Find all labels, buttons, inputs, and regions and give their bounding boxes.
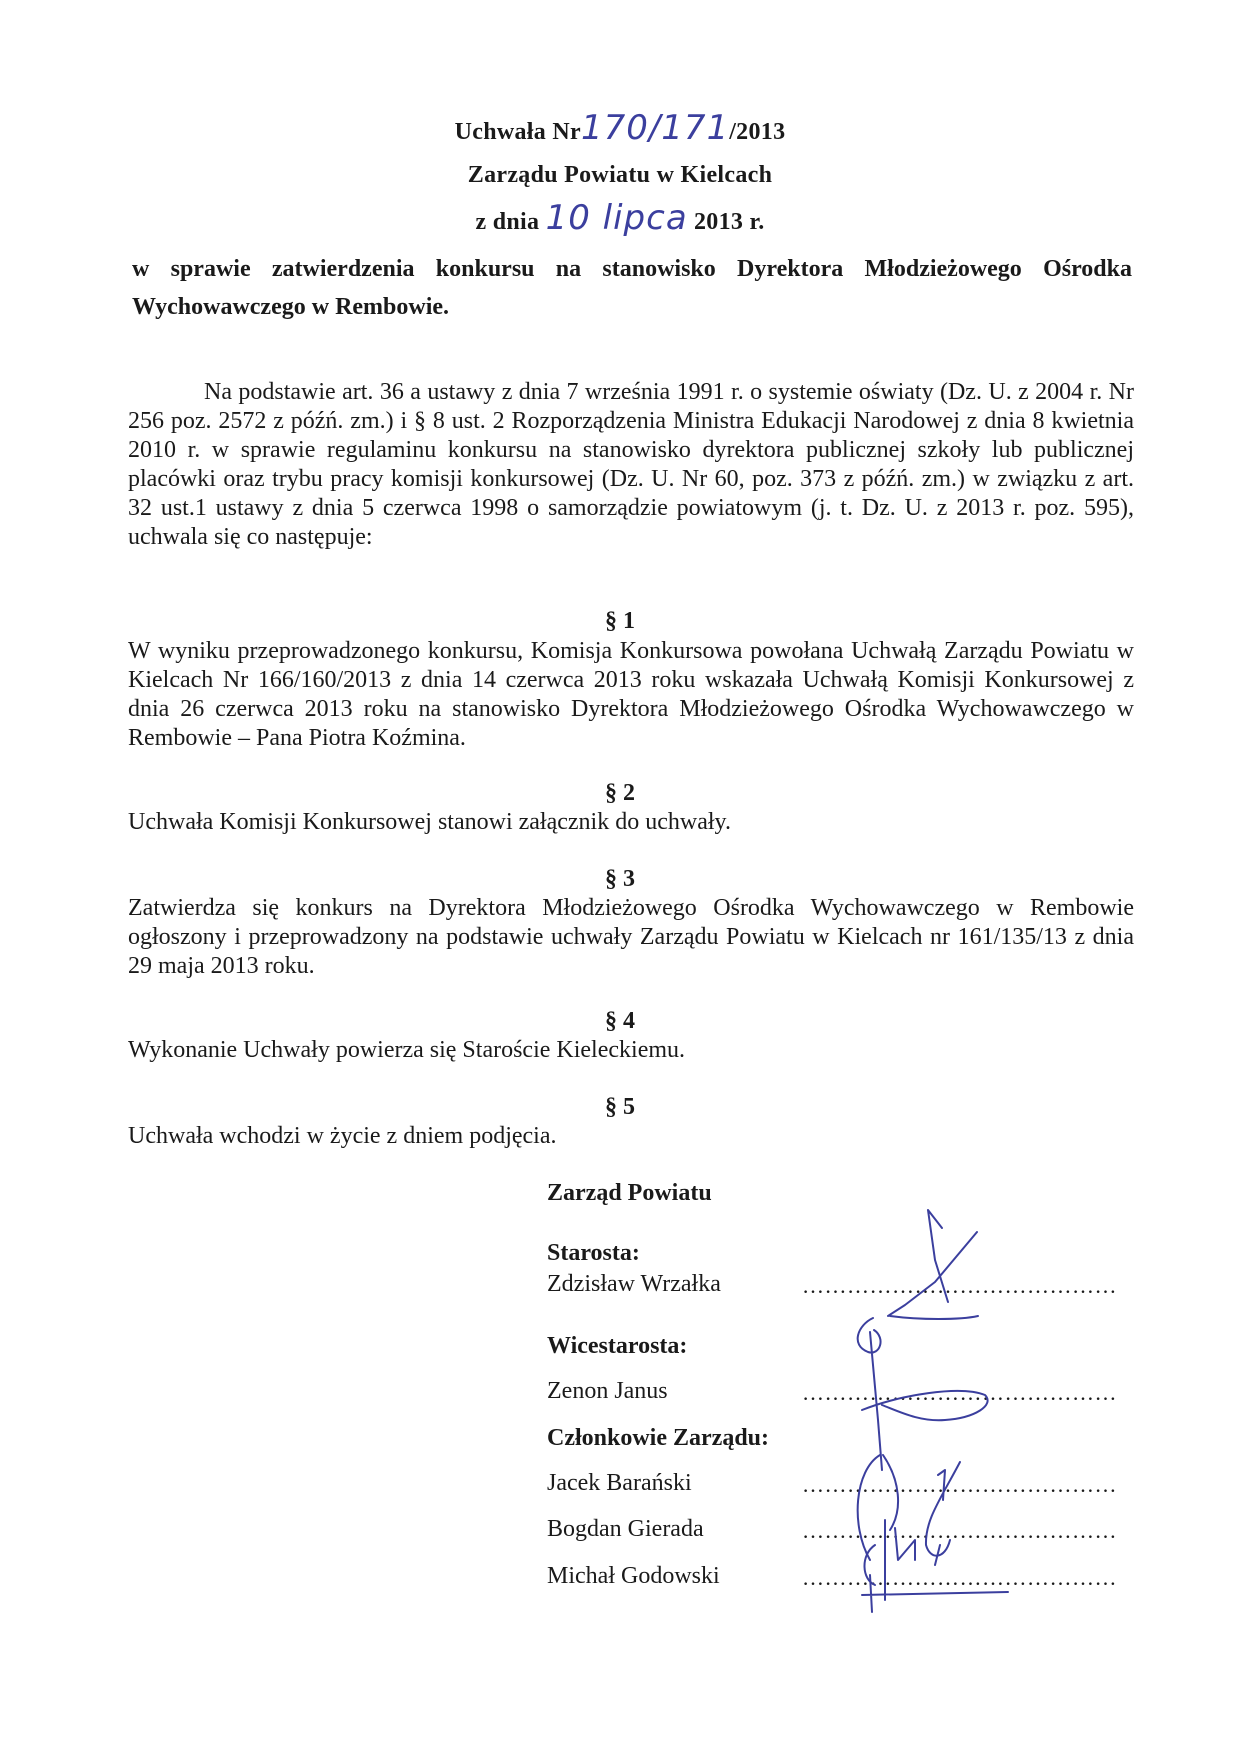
wicestarosta-name: Zenon Janus <box>547 1378 668 1404</box>
section-1-text: W wyniku przeprowadzonego konkursu, Komisja Konkursowa powołana Uchwałą Zarządu Powiatu w Kielcach Nr 166/160/2013 z dnia 14 czerwca 2013 roku wskazała Uchwałą Komisji Konkursowej z dnia 26 czerwca 2013 roku na stanowisko Dyrektora Młodzieżowego Ośrodka Wychowawczego w Rembowie – Pana Piotra Koźmina. <box>128 638 1134 751</box>
member-3-signature-line: …………………………………… <box>802 1565 1117 1590</box>
starosta-name: Zdzisław Wrzałka <box>547 1271 721 1297</box>
section-2-label: § 2 <box>605 780 635 806</box>
handwritten-number: 170/171 <box>580 108 730 148</box>
section-1-label: § 1 <box>605 608 635 634</box>
handwritten-date: 10 lipca <box>545 198 688 238</box>
date-prefix: z dnia <box>475 209 540 235</box>
section-3-label: § 3 <box>605 866 635 892</box>
signature-starosta <box>888 1210 978 1319</box>
starosta-signature-line: …………………………………… <box>802 1273 1117 1298</box>
signature-member-2 <box>864 1520 940 1600</box>
section-4-text: Wykonanie Uchwały powierza się Staroście Kieleckiemu. <box>128 1037 686 1063</box>
board-title: Zarząd Powiatu <box>547 1180 712 1206</box>
resolution-number-prefix: Uchwała Nr <box>454 119 581 145</box>
section-5-text: Uchwała wchodzi w życie z dniem podjęcia. <box>128 1123 557 1149</box>
signature-wicestarosta <box>858 1318 988 1470</box>
date-suffix: 2013 r. <box>693 209 765 235</box>
member-2-signature-line: …………………………………… <box>802 1518 1117 1543</box>
resolution-subject: w sprawie zatwierdzenia konkursu na stanowisko Dyrektora Młodzieżowego Ośrodka Wychowawczego w Rembowie. <box>132 256 1132 320</box>
starosta-role: Starosta: <box>547 1240 640 1266</box>
member-1-name: Jacek Barański <box>547 1470 692 1496</box>
member-1-signature-line: …………………………………… <box>802 1472 1117 1497</box>
resolution-number-suffix: /2013 <box>729 119 786 145</box>
members-role: Członkowie Zarządu: <box>547 1425 769 1451</box>
section-5-label: § 5 <box>605 1094 635 1120</box>
section-4-label: § 4 <box>605 1008 635 1034</box>
signature-member-1 <box>858 1455 960 1560</box>
wicestarosta-signature-line: …………………………………… <box>802 1380 1117 1405</box>
legal-basis-paragraph: Na podstawie art. 36 a ustawy z dnia 7 września 1991 r. o systemie oświaty (Dz. U. z 2004 r. Nr 256 poz. 2572 z późń. zm.) i § 8 ust. 2 Rozporządzenia Ministra Edukacji Narodowej z dnia 8 kwietnia 2010 r. w sprawie regulaminu konkursu na stanowisko dyrektora publicznej szkoły lub publicznej placówki oraz trybu pracy komisji konkursowej (Dz. U. Nr 60, poz. 373 z późń. zm.) w związku z art. 32 ust.1 ustawy z dnia 5 czerwca 1998 o samorządzie powiatowym (j. t. Dz. U. z 2013 r. poz. 595), uchwala się co następuje: <box>128 379 1134 550</box>
member-3-name: Michał Godowski <box>547 1563 720 1589</box>
member-2-name: Bogdan Gierada <box>547 1516 704 1542</box>
section-2-text: Uchwała Komisji Konkursowej stanowi załącznik do uchwały. <box>128 809 731 835</box>
wicestarosta-role: Wicestarosta: <box>547 1333 688 1359</box>
signature-member-3 <box>862 1575 1008 1612</box>
issuing-body: Zarządu Powiatu w Kielcach <box>467 162 773 188</box>
section-3-text: Zatwierdza się konkurs na Dyrektora Młodzieżowego Ośrodka Wychowawczego w Rembowie ogłoszony i przeprowadzony na podstawie uchwały Zarządu Powiatu w Kielcach nr 161/135/13 z dnia 29 maja 2013 roku. <box>128 895 1134 979</box>
